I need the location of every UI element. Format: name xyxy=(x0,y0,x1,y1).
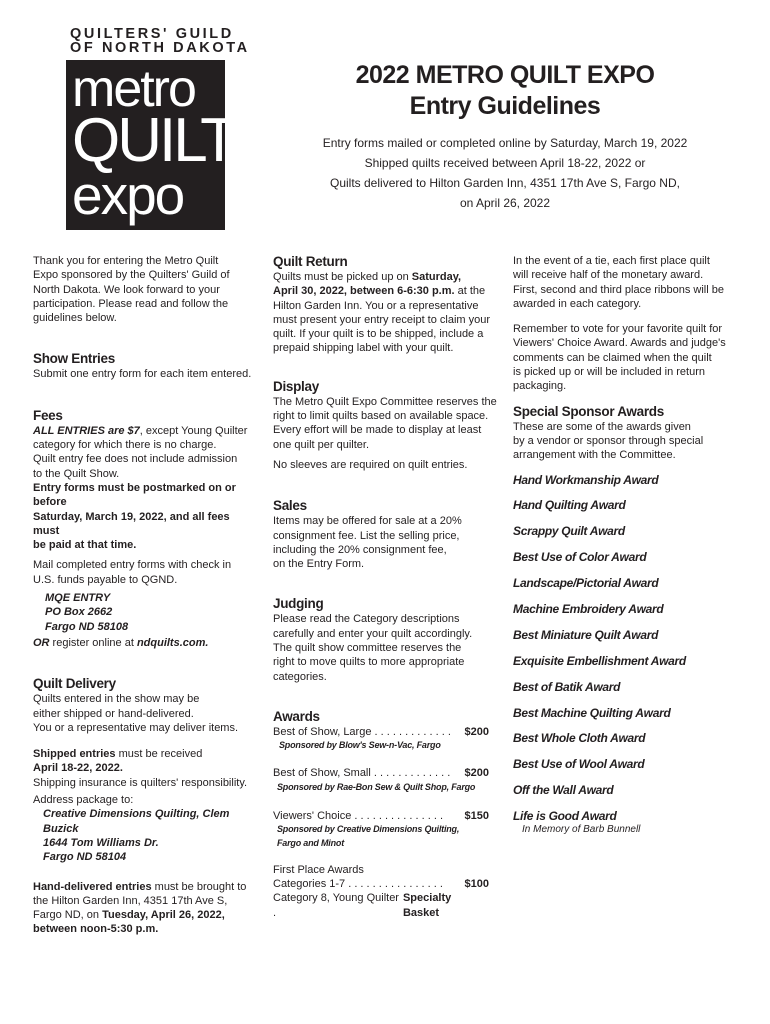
text-line: category for which there is no charge. xyxy=(33,439,217,452)
logo-word-quilt: QUILT xyxy=(72,106,235,175)
award-sponsor: Sponsored by Rae-Bon Sew & Quilt Shop, Fargo xyxy=(277,781,476,792)
hand-date-line xyxy=(33,908,258,922)
fees-heading: Fees xyxy=(33,407,63,423)
guild-name xyxy=(70,27,250,55)
special-sponsor-heading: Special Sponsor Awards xyxy=(513,403,664,419)
intro-line: Quilts delivered to Hilton Garden Inn, 4351 17th Ave S, Fargo ND, xyxy=(330,176,680,190)
fees-bold: ALL ENTRIES are $7 xyxy=(33,424,140,437)
special-award: Best Miniature Quilt Award xyxy=(513,627,659,642)
special-award: Off the Wall Award xyxy=(513,783,614,798)
text-line: the Hilton Garden Inn, 4351 17th Ave S, xyxy=(33,894,228,907)
text-line: must present your entry receipt to claim your xyxy=(273,313,491,326)
text-line: either shipped or hand-delivered. xyxy=(33,707,194,720)
register-online-line xyxy=(33,636,258,650)
first-place-label: First Place Awards xyxy=(273,863,364,876)
memorial-note: In Memory of Barb Bunnell xyxy=(522,824,641,836)
award-row xyxy=(273,877,489,891)
text-line: right to limit quilts based on available space. xyxy=(273,410,489,423)
hand-delivered-line xyxy=(33,880,258,894)
return-text: at the xyxy=(454,285,486,298)
column-middle xyxy=(273,254,498,920)
thanks-paragraph xyxy=(33,254,258,325)
award-row xyxy=(273,766,489,780)
intro-line: Entry forms mailed or completed online by Saturday, March 19, 2022 xyxy=(322,136,688,150)
text-line: Please read the Category descriptions xyxy=(273,613,460,626)
sleeves-text: No sleeves are required on quilt entries. xyxy=(273,458,468,471)
text-line: Items may be offered for sale at a 20% xyxy=(273,515,462,528)
deadline-line: be paid at that time. xyxy=(33,539,137,552)
text-line: In the event of a tie, each first place quilt xyxy=(513,255,710,267)
address-label: Address package to: xyxy=(33,794,134,807)
special-award-list xyxy=(513,473,743,838)
fees-text: , except Young Quilter xyxy=(139,424,248,437)
address-line: Fargo ND 58108 xyxy=(45,620,129,633)
fees-line xyxy=(33,424,258,438)
text-line: These are some of the awards given xyxy=(513,420,691,433)
special-award: Hand Workmanship Award xyxy=(513,472,659,487)
awards-heading: Awards xyxy=(273,708,320,724)
award-label: Categories 1-7 . . . . . . . . . . . . . . . . xyxy=(273,878,443,891)
hand-text: Fargo ND, on xyxy=(33,909,103,922)
text-line: on the Entry Form. xyxy=(273,558,365,571)
award-row xyxy=(273,809,489,823)
show-entries-text: Submit one entry form for each item entered. xyxy=(33,368,252,381)
display-heading: Display xyxy=(273,378,319,394)
text-line: The Metro Quilt Expo Committee reserves the xyxy=(273,395,497,408)
quilt-return-heading: Quilt Return xyxy=(273,254,348,269)
address-line: PO Box 2662 xyxy=(45,606,113,619)
text-line: Thank you for entering the Metro Quilt xyxy=(33,255,219,267)
return-line xyxy=(273,270,498,284)
text-line: Mail completed entry forms with check in xyxy=(33,559,232,572)
title-line2: Entry Guidelines xyxy=(409,92,601,120)
text-line: prepaid shipping label with your quilt. xyxy=(273,342,454,355)
text-line: one quilt per quilter. xyxy=(273,438,370,451)
text-line: Every effort will be made to display at least xyxy=(273,424,482,437)
text-line: arrangement with the Committee. xyxy=(513,449,676,462)
ship-address xyxy=(33,807,258,864)
address-line: Fargo ND 58104 xyxy=(43,851,127,864)
award-sponsor: Fargo and Minot xyxy=(277,837,344,848)
award-amount: $200 xyxy=(464,725,489,738)
page-title xyxy=(270,60,740,122)
text-line: will receive half of the monetary award. xyxy=(513,269,704,282)
text-line: Quilts entered in the show may be xyxy=(33,693,200,706)
deadline-line: Entry forms must be postmarked on or before xyxy=(33,481,236,509)
text-line: to the Quilt Show. xyxy=(33,467,120,480)
hand-date: Tuesday, April 26, 2022, xyxy=(102,909,225,922)
award-row xyxy=(273,725,489,739)
shipped-line xyxy=(33,747,258,761)
text-line: The quilt show committee reserves the xyxy=(273,642,462,655)
award-amount: $150 xyxy=(464,809,489,822)
text-line: categories. xyxy=(273,670,327,683)
text-line: right to move quilts to more appropriate xyxy=(273,656,465,669)
special-award: Best Machine Quilting Award xyxy=(513,705,671,720)
special-award: Scrappy Quilt Award xyxy=(513,524,625,539)
text-line: First, second and third place ribbons will be xyxy=(513,283,724,296)
return-bold: April 30, 2022, between 6-6:30 p.m. xyxy=(273,285,455,298)
text-line: awarded in each category. xyxy=(513,297,642,310)
special-award: Landscape/Pictorial Award xyxy=(513,576,659,591)
shipping-insurance: Shipping insurance is quilters' responsibility. xyxy=(33,776,248,789)
return-bold: Saturday, xyxy=(411,271,462,283)
special-award: Best Whole Cloth Award xyxy=(513,731,646,746)
address-line: Creative Dimensions Quilting, Clem Buzick xyxy=(43,808,230,835)
text-line: consignment fee. List the selling price, xyxy=(273,529,460,542)
award-sponsor: Sponsored by Blow's Sew-n-Vac, Fargo xyxy=(279,740,441,751)
special-award: Best of Batik Award xyxy=(513,679,621,694)
shipped-text: must be received xyxy=(115,748,203,761)
or-text: register online at xyxy=(49,636,137,649)
special-award: Machine Embroidery Award xyxy=(513,602,664,617)
text-line: U.S. funds payable to QGND. xyxy=(33,573,178,586)
text-line: Expo sponsored by the Quilters' Guild of xyxy=(33,269,230,282)
return-text: Quilts must be picked up on xyxy=(273,271,412,283)
intro-line: on April 26, 2022 xyxy=(459,196,551,210)
mail-address xyxy=(33,591,258,634)
award-label: Category 8, Young Quilter . xyxy=(273,892,399,919)
award-label: Best of Show, Small . . . . . . . . . . . . . xyxy=(273,767,451,780)
column-right xyxy=(513,254,743,837)
website-link[interactable]: ndquilts.com. xyxy=(136,636,209,649)
special-award: Life is Good Award xyxy=(513,809,617,824)
title-line1: 2022 METRO QUILT EXPO xyxy=(355,61,655,89)
deadline-line: Saturday, March 19, 2022, and all fees must xyxy=(33,510,230,537)
special-award: Hand Quilting Award xyxy=(513,498,626,513)
text-line: Viewers' Choice Award. Awards and judge's xyxy=(513,337,726,350)
award-amount: $100 xyxy=(464,878,489,891)
text-line: guidelines below. xyxy=(33,312,117,325)
sales-heading: Sales xyxy=(273,498,307,514)
column-left xyxy=(33,254,258,937)
text-line: You or a representative may deliver items. xyxy=(33,721,239,734)
special-award: Best Use of Wool Award xyxy=(513,757,645,772)
text-line: Remember to vote for your favorite quilt for xyxy=(513,323,723,336)
text-line: by a vendor or sponsor through special xyxy=(513,434,704,447)
shipped-bold: Shipped entries xyxy=(33,748,116,761)
logo-word-expo: expo xyxy=(72,164,184,226)
shipped-dates: April 18-22, 2022. xyxy=(33,762,123,775)
metro-quilt-expo-logo xyxy=(66,60,235,230)
or-bold: OR xyxy=(33,636,50,649)
logo-word-metro: metro xyxy=(72,60,195,118)
text-line: including the 20% consignment fee, xyxy=(273,543,447,556)
award-label: Viewers' Choice . . . . . . . . . . . . . . . xyxy=(273,809,444,822)
text-line: Quilt entry fee does not include admission xyxy=(33,453,238,466)
award-sponsor: Sponsored by Creative Dimensions Quilting, xyxy=(277,823,460,834)
address-line: 1644 Tom Williams Dr. xyxy=(43,836,159,849)
text-line: carefully and enter your quilt accordingly. xyxy=(273,627,473,640)
special-award: Best Use of Color Award xyxy=(513,550,647,565)
text-line: Hilton Garden Inn. You or a representative xyxy=(273,299,479,312)
text-line: is picked up or will be included in return xyxy=(513,366,705,379)
award-row xyxy=(273,891,489,920)
quilt-delivery-heading: Quilt Delivery xyxy=(33,676,116,692)
text-line: quilt. If your quilt is to be shipped, include a xyxy=(273,328,484,341)
guild-line1: QUILTERS' GUILD xyxy=(70,26,234,42)
show-entries-heading: Show Entries xyxy=(33,351,115,367)
hand-text: must be brought to xyxy=(151,880,247,893)
intro-line: Shipped quilts received between April 18-22, 2022 or xyxy=(364,156,646,170)
hand-time: between noon-5:30 p.m. xyxy=(33,923,159,936)
special-award: Exquisite Embellishment Award xyxy=(513,653,686,668)
text-line: North Dakota. We look forward to your xyxy=(33,283,220,296)
intro-dates xyxy=(270,133,740,213)
text-line: participation. Please read and follow the xyxy=(33,297,229,310)
judging-heading: Judging xyxy=(273,596,324,612)
text-line: packaging. xyxy=(513,380,567,393)
guild-line2: OF NORTH DAKOTA xyxy=(70,40,250,56)
award-amount: Specialty Basket xyxy=(402,892,452,919)
award-label: Best of Show, Large . . . . . . . . . . . . . xyxy=(273,725,451,738)
award-amount: $200 xyxy=(464,767,489,780)
address-line: MQE ENTRY xyxy=(45,592,111,605)
return-line xyxy=(273,284,498,298)
hand-bold: Hand-delivered entries xyxy=(33,880,152,893)
text-line: comments can be claimed when the quilt xyxy=(513,351,712,364)
